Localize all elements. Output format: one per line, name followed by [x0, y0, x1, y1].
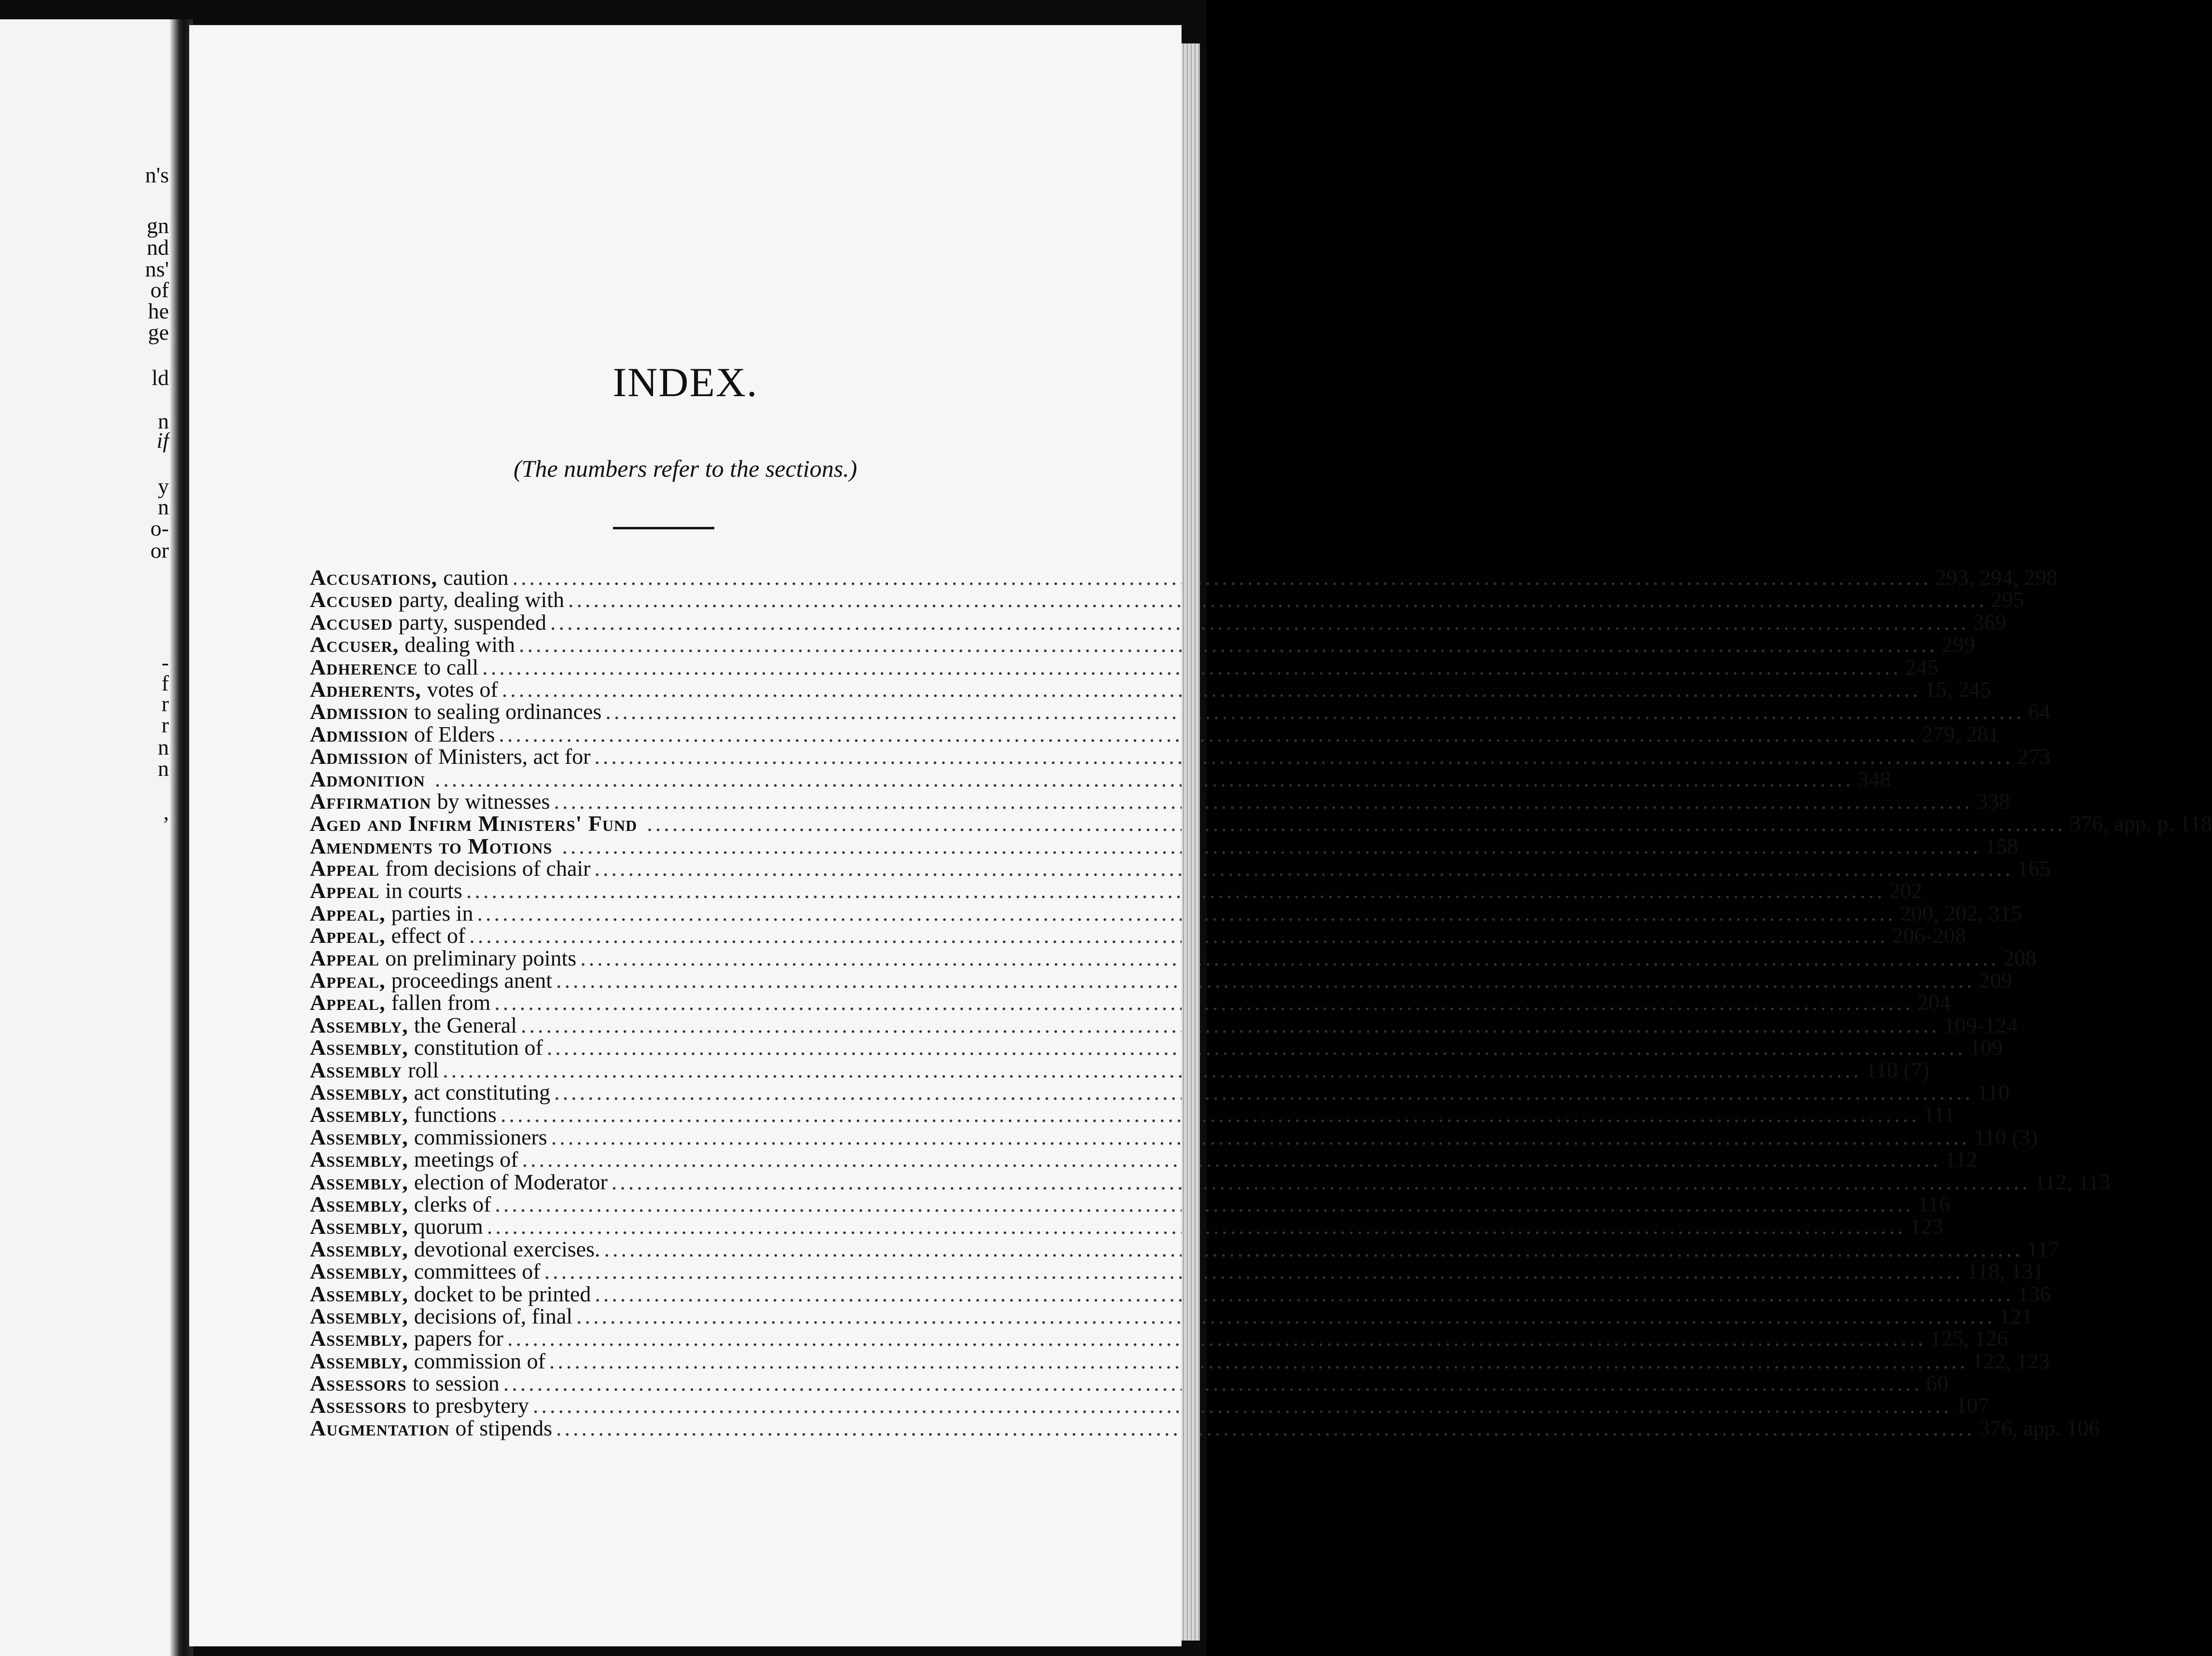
index-entry — [310, 1035, 2003, 1060]
entry-heading: Assessors — [310, 1393, 407, 1418]
dot-leader — [494, 992, 1913, 1014]
index-list — [310, 565, 2212, 1440]
entry-heading: Accused — [310, 609, 393, 635]
section-reference: 110 (3) — [1974, 1124, 2038, 1149]
left-page-fragment: y — [158, 474, 169, 498]
title-divider — [613, 527, 714, 529]
index-entry — [310, 632, 1975, 657]
left-page-fragment: ld — [152, 365, 169, 390]
index-entry — [310, 878, 1922, 903]
entry-heading: Affirmation — [310, 788, 431, 814]
dot-leader — [513, 566, 1932, 589]
index-entry — [310, 1348, 2050, 1373]
dot-leader — [595, 1283, 2014, 1305]
entry-heading: Assembly, — [310, 1191, 408, 1216]
dot-leader — [550, 611, 1969, 634]
index-entry — [310, 1303, 2033, 1328]
dot-leader — [594, 745, 2013, 768]
index-entry — [310, 1236, 2059, 1261]
entry-heading: Augmentation — [310, 1415, 450, 1440]
entry-heading: Assembly, — [310, 1169, 408, 1194]
entry-heading: Assembly, — [310, 1326, 408, 1351]
entry-heading: Assembly, — [310, 1348, 408, 1373]
section-reference: 121 — [1999, 1303, 2033, 1328]
index-entry — [310, 676, 1991, 702]
index-entry — [310, 856, 2051, 881]
entry-subheading: docket to be printed — [414, 1281, 591, 1306]
entry-subheading: in courts — [385, 878, 462, 903]
entry-heading: Assembly, — [310, 1102, 408, 1127]
entry-heading: Assembly, — [310, 1303, 408, 1328]
index-entry — [310, 609, 2006, 635]
section-reference: 208 — [2003, 945, 2037, 970]
index-entry — [310, 811, 2212, 836]
index-entry — [310, 1259, 2044, 1284]
page-subtitle: (The numbers refer to the sections.) — [514, 455, 857, 482]
section-reference: 109 — [1969, 1035, 2003, 1060]
dot-leader — [549, 1350, 1968, 1372]
entry-subheading: proceedings anent — [391, 968, 552, 993]
index-entry — [310, 945, 2037, 970]
index-entry — [310, 990, 1951, 1015]
section-reference: 202 — [1889, 878, 1922, 903]
entry-subheading: party, dealing with — [398, 587, 565, 612]
dot-leader — [507, 1327, 1926, 1350]
section-reference: 122, 123 — [1972, 1348, 2050, 1373]
index-entry — [310, 565, 2058, 590]
entry-heading: Accuser, — [310, 632, 399, 657]
entry-subheading: clerks of — [414, 1191, 491, 1216]
index-entry — [310, 1102, 1955, 1127]
entry-subheading: commission of — [414, 1348, 545, 1373]
index-entry — [310, 1147, 1977, 1172]
section-reference: 125, 126 — [1930, 1326, 2008, 1351]
entry-heading: Appeal — [310, 856, 380, 881]
dot-leader — [580, 947, 1999, 969]
left-page-fragment: n — [158, 756, 169, 781]
entry-heading: Assembly, — [310, 1079, 408, 1104]
left-page-fragment: - — [161, 650, 169, 675]
entry-heading: Admission — [310, 699, 409, 724]
dot-leader — [521, 1014, 1940, 1036]
section-reference: 293, 294, 298 — [1935, 565, 2058, 590]
page-title: INDEX. — [612, 359, 758, 405]
left-page-fragment: of — [150, 277, 169, 302]
entry-subheading: by witnesses — [437, 788, 550, 814]
index-entry — [310, 900, 2022, 925]
section-reference: 369 — [1973, 609, 2006, 635]
section-reference: 64 — [2028, 699, 2051, 724]
dot-leader — [554, 1081, 1973, 1104]
section-reference: 109-124 — [1944, 1012, 2018, 1037]
entry-heading: Assessors — [310, 1371, 407, 1396]
left-page-fragment: gn — [147, 213, 169, 238]
entry-heading: Amendments to Motions — [310, 833, 553, 858]
section-reference: 110 — [1977, 1079, 2010, 1104]
index-entry — [310, 1079, 2010, 1104]
section-reference: 338 — [1976, 788, 2010, 814]
dot-leader — [435, 768, 1854, 790]
dot-leader — [469, 925, 1888, 947]
index-entry — [310, 1169, 2111, 1194]
index-entry — [310, 1393, 1989, 1418]
entry-subheading: decisions of, final — [414, 1303, 573, 1328]
left-page-fragment: n — [158, 495, 169, 519]
section-reference: 136 — [2017, 1281, 2051, 1306]
entry-subheading: parties in — [391, 900, 473, 925]
left-page-fragment: n — [158, 735, 169, 759]
entry-subheading: commissioners — [414, 1124, 547, 1149]
section-reference: 299 — [1942, 632, 1975, 657]
entry-subheading: to call — [423, 654, 479, 679]
section-reference: 15, 245 — [1924, 676, 1991, 702]
left-page-fragment: ge — [148, 320, 169, 345]
left-page-fragment: nd — [147, 235, 169, 260]
left-page-fragment: or — [150, 538, 169, 563]
entry-subheading: committees of — [414, 1259, 541, 1284]
entry-subheading: to sealing ordinances — [414, 699, 602, 724]
entry-subheading: roll — [408, 1057, 439, 1082]
entry-subheading: of stipends — [455, 1415, 552, 1440]
left-page-fragment: he — [148, 299, 169, 323]
entry-subheading: constitution of — [414, 1035, 543, 1060]
index-entry — [310, 1281, 2051, 1306]
section-reference: 118, 131 — [1967, 1259, 2044, 1284]
dot-leader — [612, 1171, 2031, 1193]
entry-heading: Admission — [310, 744, 409, 769]
index-entry — [310, 1124, 2038, 1149]
dot-leader — [499, 723, 1918, 745]
entry-subheading: votes of — [427, 676, 498, 702]
dot-leader — [568, 589, 1987, 611]
entry-heading: Appeal, — [310, 923, 386, 948]
section-reference: 111 — [1923, 1102, 1955, 1127]
index-entry — [310, 1057, 1930, 1082]
left-page-fragment: n — [158, 409, 169, 433]
section-reference: 110 (7) — [1865, 1057, 1930, 1082]
index-entry — [310, 1191, 1950, 1216]
left-page-fragment: r — [161, 713, 169, 737]
index-entry — [310, 1012, 2018, 1037]
entry-heading: Admonition — [310, 766, 425, 791]
section-reference: 348 — [1857, 766, 1891, 791]
left-page-fragment: n's — [145, 163, 169, 187]
section-reference: 204 — [1917, 990, 1951, 1015]
entry-heading: Appeal, — [310, 990, 386, 1015]
entry-heading: Accused — [310, 587, 393, 612]
index-entry — [310, 654, 1939, 679]
entry-heading: Appeal — [310, 878, 380, 903]
dot-leader — [503, 1372, 1922, 1394]
dot-leader — [595, 857, 2014, 880]
entry-subheading: dealing with — [404, 632, 515, 657]
entry-subheading: devotional exercises. — [414, 1236, 600, 1261]
entry-heading: Assembly, — [310, 1147, 408, 1172]
dot-leader — [556, 969, 1975, 992]
entry-subheading: the General — [414, 1012, 517, 1037]
entry-heading: Adherents, — [310, 676, 421, 702]
entry-heading: Adherence — [310, 654, 418, 679]
index-entry — [310, 788, 2010, 814]
entry-subheading: fallen from — [391, 990, 491, 1015]
dot-leader — [576, 1305, 1995, 1327]
section-reference: 112 — [1945, 1147, 1977, 1172]
index-entry — [310, 923, 1966, 948]
entry-subheading: functions — [414, 1102, 497, 1127]
dot-leader — [519, 634, 1938, 656]
entry-heading: Assembly, — [310, 1124, 408, 1149]
entry-heading: Assembly, — [310, 1012, 408, 1037]
left-page-fragment: r — [161, 691, 169, 716]
entry-heading: Assembly — [310, 1057, 403, 1082]
index-entry — [310, 833, 2018, 858]
entry-heading: Admission — [310, 721, 409, 746]
facing-page-left — [0, 19, 180, 1656]
left-page-fragment: , — [163, 800, 169, 824]
left-page-fragment: if — [156, 428, 169, 453]
entry-subheading: of Elders — [414, 721, 495, 746]
page-edges — [1182, 43, 1200, 1641]
section-reference: 107 — [1956, 1393, 1989, 1418]
entry-subheading: party, suspended — [398, 609, 546, 635]
dot-leader — [604, 1238, 2023, 1260]
dot-leader — [533, 1394, 1952, 1417]
dot-leader — [562, 835, 1981, 857]
index-entry — [310, 744, 2051, 769]
dot-leader — [501, 1104, 1920, 1126]
entry-subheading: from decisions of chair — [385, 856, 591, 881]
index-entry — [310, 968, 2012, 993]
section-reference: 376, app. p. 118 — [2070, 811, 2212, 836]
dot-leader — [443, 1059, 1862, 1081]
entry-heading: Accusations, — [310, 565, 438, 590]
left-page-fragment: ns' — [145, 257, 169, 281]
index-entry — [310, 1326, 2008, 1351]
dot-leader — [522, 1148, 1941, 1171]
section-reference: 116 — [1918, 1191, 1950, 1216]
entry-heading: Appeal, — [310, 900, 386, 925]
entry-heading: Assembly, — [310, 1236, 408, 1261]
section-reference: 117 — [2027, 1236, 2059, 1261]
index-entry — [310, 721, 2000, 746]
dot-leader — [495, 1193, 1914, 1215]
index-entry — [310, 1415, 2100, 1440]
entry-subheading: to session — [412, 1371, 500, 1396]
section-reference: 123 — [1909, 1214, 1943, 1239]
entry-subheading: to presbytery — [412, 1393, 529, 1418]
dot-leader — [547, 1036, 1966, 1059]
entry-subheading: of Ministers, act for — [414, 744, 591, 769]
index-entry — [310, 587, 2025, 612]
entry-subheading: act constituting — [414, 1079, 551, 1104]
entry-heading: Aged and Infirm Ministers' Fund — [310, 811, 638, 836]
dot-leader — [556, 1417, 1975, 1439]
entry-heading: Appeal, — [310, 968, 386, 993]
index-entry — [310, 1214, 1943, 1239]
entry-heading: Appeal — [310, 945, 380, 970]
entry-subheading: caution — [443, 565, 509, 590]
dot-leader — [605, 701, 2024, 723]
entry-subheading: quorum — [414, 1214, 483, 1239]
entry-subheading: meetings of — [414, 1147, 518, 1172]
entry-subheading: on preliminary points — [385, 945, 577, 970]
entry-heading: Assembly, — [310, 1035, 408, 1060]
dot-leader — [554, 790, 1973, 813]
entry-heading: Assembly, — [310, 1281, 408, 1306]
left-page-fragment: o- — [150, 516, 169, 540]
left-page-fragment: f — [161, 671, 169, 695]
dot-leader — [502, 678, 1921, 701]
dot-leader — [544, 1260, 1963, 1283]
section-reference: 245 — [1905, 654, 1939, 679]
section-reference: 209 — [1979, 968, 2012, 993]
section-reference: 60 — [1926, 1371, 1948, 1396]
section-reference: 279, 281 — [1921, 721, 2000, 746]
index-entry — [310, 699, 2051, 724]
dot-leader — [551, 1126, 1970, 1148]
section-reference: 206-208 — [1892, 923, 1966, 948]
dot-leader — [466, 880, 1885, 902]
section-reference: 158 — [1985, 833, 2018, 858]
index-entry — [310, 766, 1891, 791]
index-page — [189, 25, 2212, 1646]
section-reference: 165 — [2017, 856, 2051, 881]
entry-heading: Assembly, — [310, 1259, 408, 1284]
entry-subheading: election of Moderator — [414, 1169, 608, 1194]
entry-subheading: effect of — [391, 923, 466, 948]
dot-leader — [647, 813, 2066, 835]
entry-subheading: papers for — [414, 1326, 503, 1351]
entry-heading: Assembly, — [310, 1214, 408, 1239]
section-reference: 376, app. 106 — [1979, 1415, 2100, 1440]
section-reference: 295 — [1991, 587, 2025, 612]
section-reference: 273 — [2017, 744, 2051, 769]
index-entry — [310, 1371, 1948, 1396]
section-reference: 112, 113 — [2034, 1169, 2111, 1194]
section-reference: 200, 202, 315 — [1900, 900, 2022, 925]
